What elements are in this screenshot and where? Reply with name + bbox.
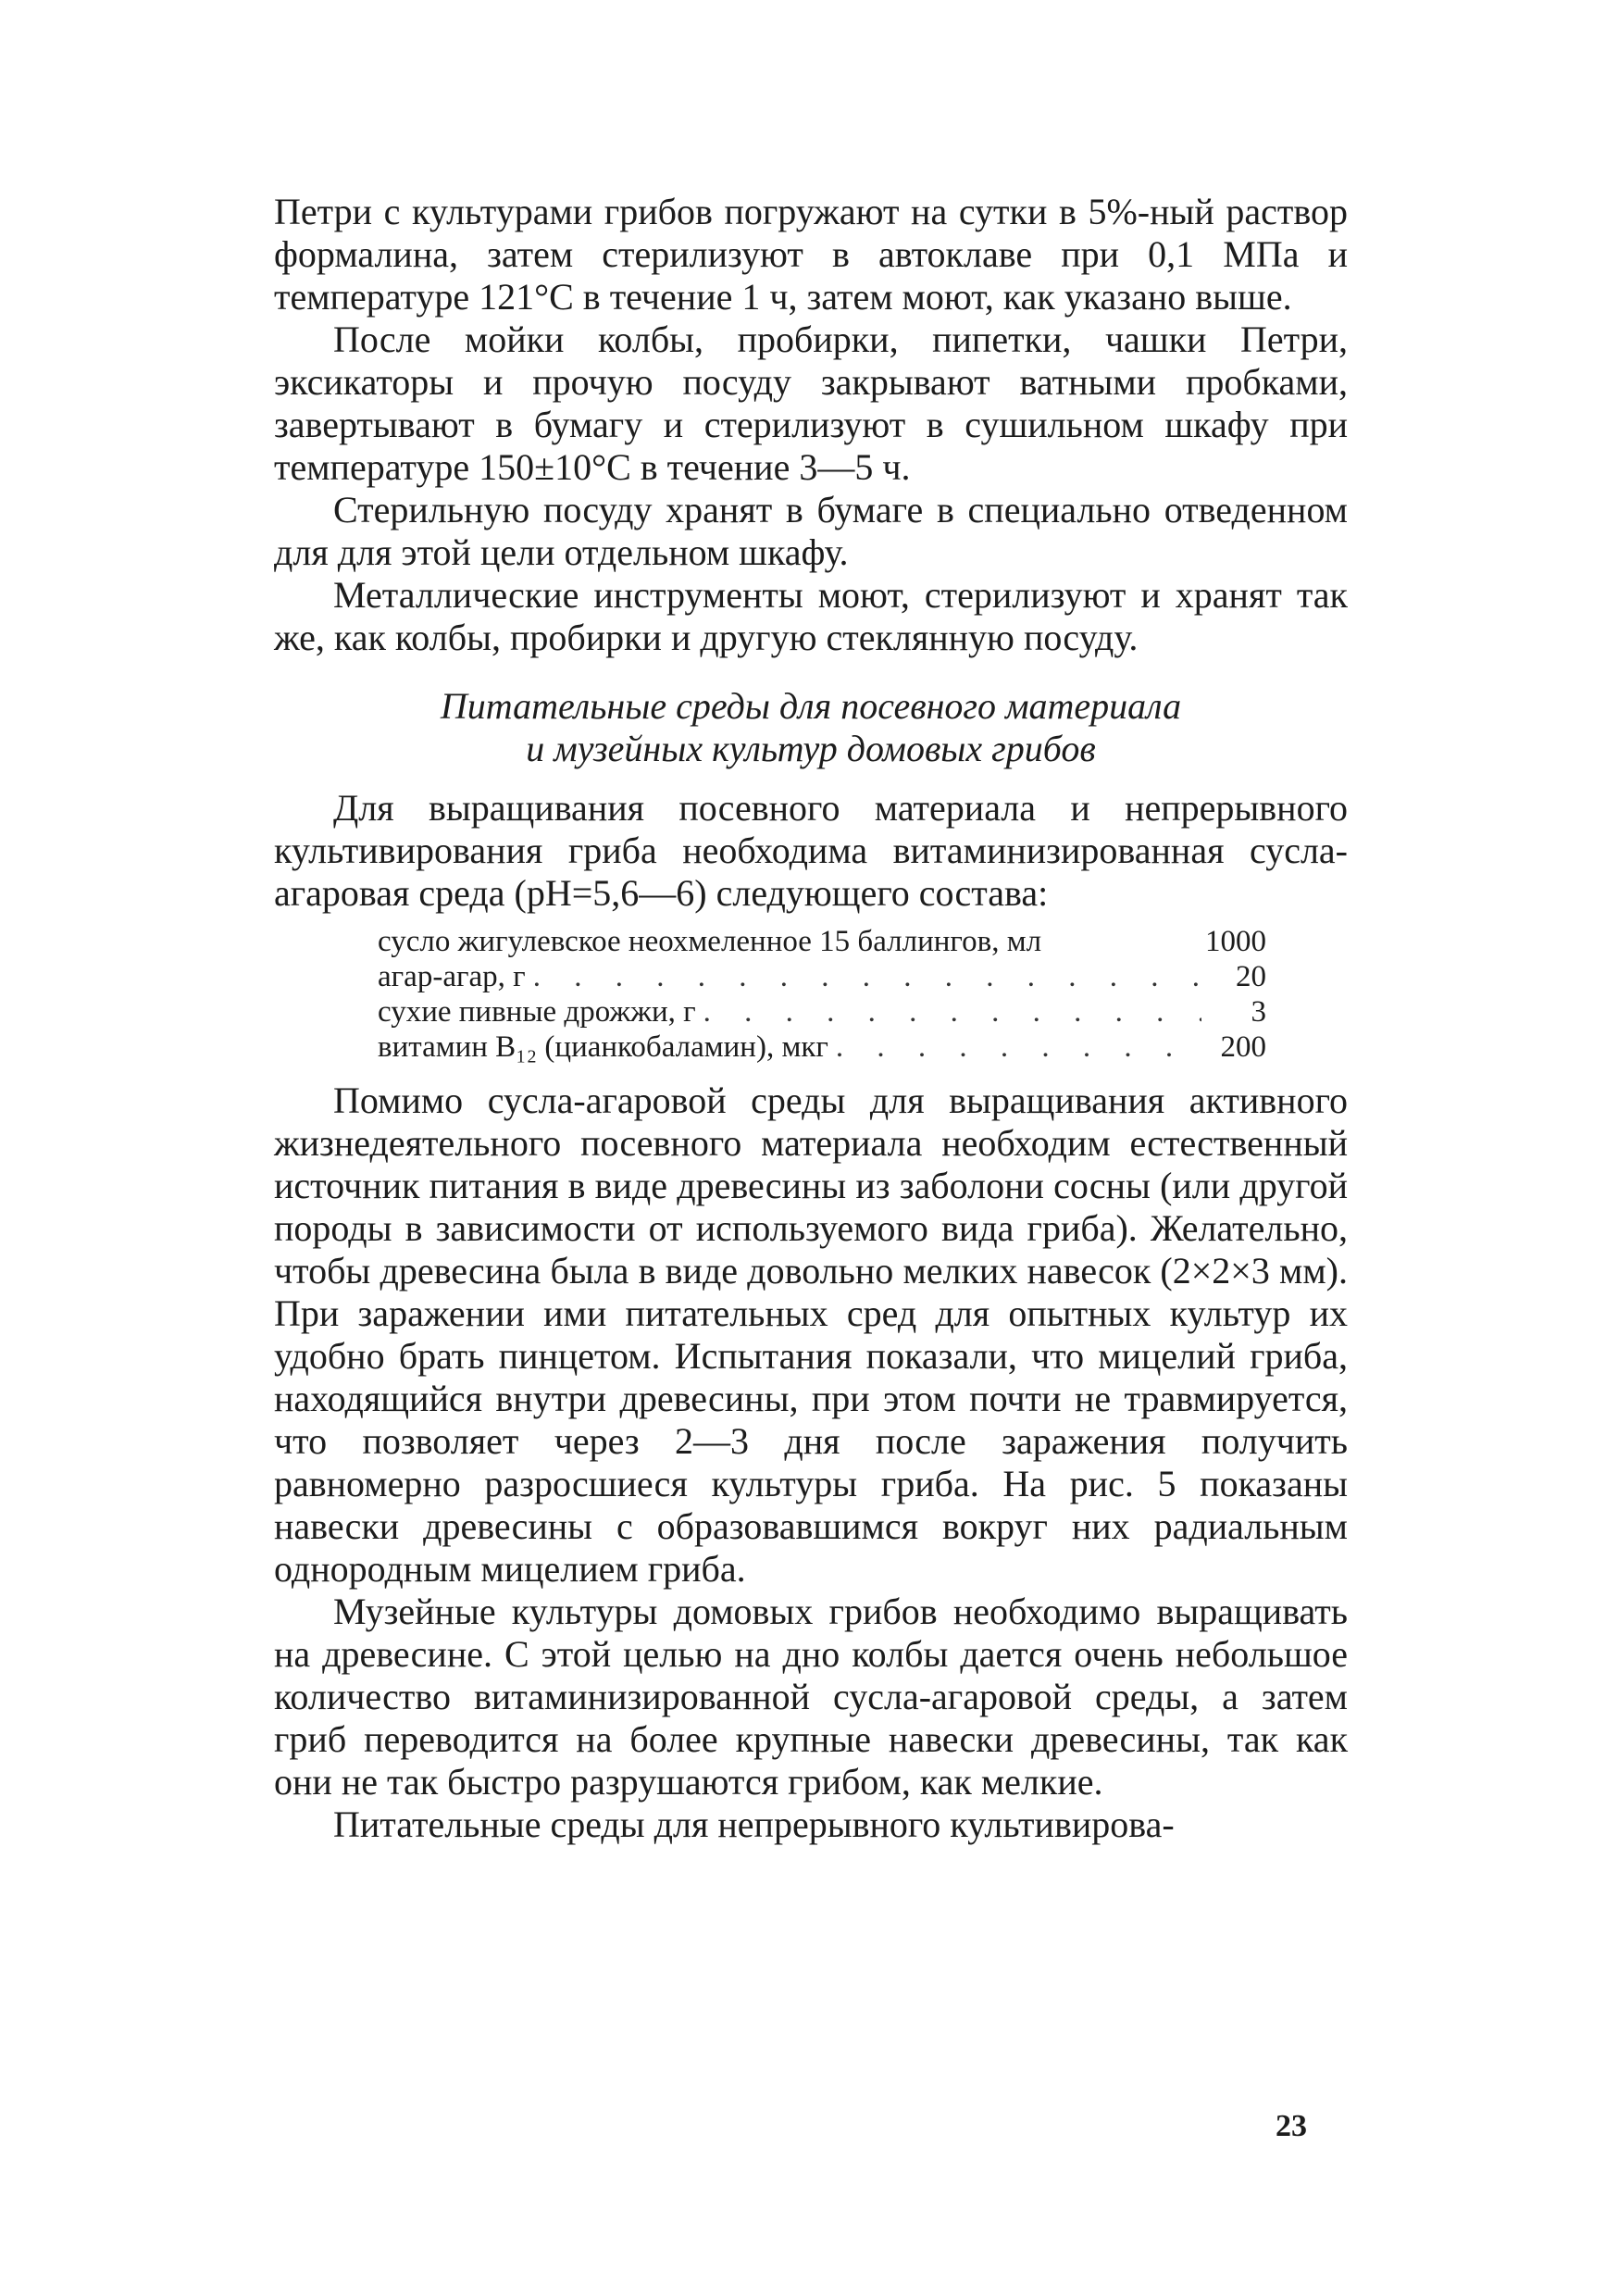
paragraph: После мойки колбы, пробирки, пипетки, чашки Петри, эксикаторы и прочую посуду закрывают ватными пробками, завертывают в бумагу и стерилизуют в сушильном шкафу при температуре 150±10°С в течение 3—5 ч. <box>274 318 1348 488</box>
recipe-row <box>378 924 1266 959</box>
recipe-ingredient: сухие пивные дрожжи, г <box>378 995 696 1029</box>
paragraph: Помимо сусла-агаровой среды для выращивания активного жизнедеятельного посевного материала необходим естественный источник питания в виде древесины из заболони сосны (или другой породы в зависимости от используемого вида гриба). Желательно, чтобы древесина была в виде довольно мелких навесок (2×2×3 мм). При заражении ими питательных сред для опытных культур их удобно брать пинцетом. Испытания показали, что мицелий гриба, находящийся внутри древесины, при этом почти не травмируется, что позволяет через 2—3 дня после заражения получить равномерно разросшиеся культуры гриба. На рис. 5 показаны навески древесины с образовавшимся вокруг них радиальным однородным мицелием гриба. <box>274 1079 1348 1590</box>
recipe-list <box>378 924 1266 1065</box>
recipe-ingredient: витамин B₁₂ (цианкобаламин), мкг <box>378 1030 828 1064</box>
dot-leader <box>526 959 1201 994</box>
page-body <box>274 191 1348 1846</box>
bottom-paragraphs <box>274 1079 1348 1846</box>
paragraph: Питательные среды для непрерывного культивирова- <box>333 1803 1175 1845</box>
dot-leader <box>696 994 1201 1029</box>
intro-paragraph: Для выращивания посевного материала и непрерывного культивирования гриба необходима витаминизированная сусла-агаровая среда (рН=5,6—6) следующего состава: <box>274 787 1348 914</box>
recipe-row <box>378 994 1266 1029</box>
paragraph: Стерильную посуду хранят в бумаге в специально отведенном для для этой цели отдельном шкафу. <box>274 489 1348 573</box>
section-heading <box>274 685 1348 770</box>
page-number: 23 <box>1276 2109 1307 2143</box>
recipe-row <box>378 959 1266 994</box>
recipe-amount: 20 <box>1236 960 1266 993</box>
recipe-ingredient: агар-агар, г <box>378 960 526 993</box>
dot-leader <box>828 1029 1201 1065</box>
paragraph: Петри с культурами грибов погружают на сутки в 5%-ный раствор формалина, затем стерилизуют в автоклаве при 0,1 МПа и температуре 121°С в течение 1 ч, затем моют, как указано выше. <box>274 191 1348 318</box>
recipe-ingredient: сусло жигулевское неохмеленное 15 баллингов, мл <box>378 925 1042 958</box>
recipe-row <box>378 1029 1266 1065</box>
recipe-amount: 1000 <box>1205 925 1266 958</box>
top-paragraphs <box>274 191 1348 659</box>
paragraph: Металлические инструменты моют, стерилизуют и хранят так же, как колбы, пробирки и другую стеклянную посуду. <box>274 574 1348 658</box>
section-heading-line: и музейных культур домовых грибов <box>526 728 1096 769</box>
paragraph: Музейные культуры домовых грибов необходимо выращивать на древесине. С этой целью на дно колбы дается очень небольшое количество витаминизированной сусла-агаровой среды, а затем гриб переводится на более крупные навески древесины, так как они не так быстро разрушаются грибом, как мелкие. <box>274 1591 1348 1803</box>
recipe-amount: 3 <box>1251 995 1266 1029</box>
recipe-amount: 200 <box>1220 1030 1266 1064</box>
section-heading-line: Питательные среды для посевного материала <box>440 685 1182 727</box>
